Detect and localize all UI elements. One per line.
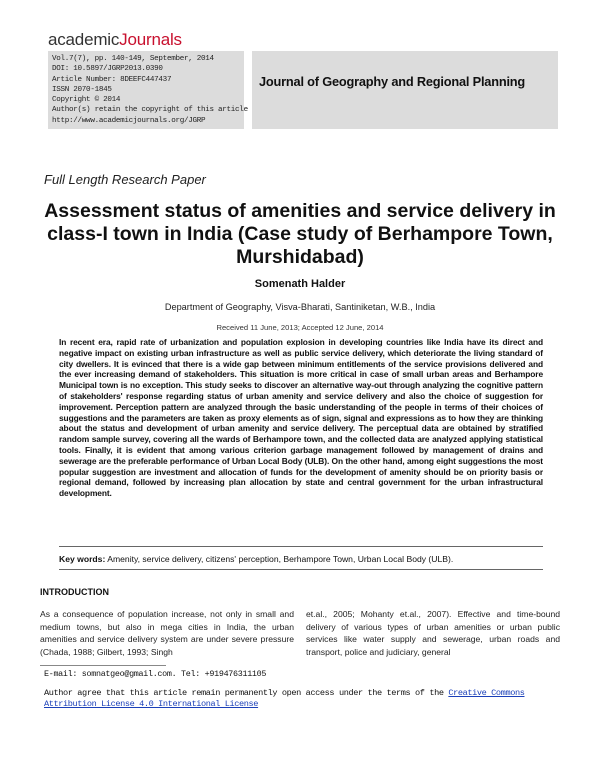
logo-part-journals: Journals [119, 30, 182, 49]
author-name: Somenath Halder [254, 278, 346, 290]
license-text: Author agree that this article remain permanently open access under the terms of the [44, 688, 449, 698]
keywords-label: Key words: [59, 554, 106, 564]
abstract: In recent era, rapid rate of urbanization and population explosion in developing countries like India have its direct and negative impact on existing urban infrastructure as well as public service delivery, which deteriorate the living standard of city dwellers. It is evinced that there is a wide gap between minimum entitlements of the service provisions delivered and the ever increasing demand of stakeholders. This situation is more critical in case of small urban areas and Berhampore Municipal town is no exception. This study seeks to discover an alternative way-out through analyzing the cognitive pattern of stakeholders' response regarding status of urban amenity and service delivery and also the choice of suggestion for improvement. Perception pattern are analyzed through the basic understanding of the people in terms of their choices of suggestions and the parameters are taken as proxy elements as of sign, signal and expressions as to how they are thinking about the status and development of urban amenity and service delivery. The perceptual data are obtained by stratified random sample survey, covering all the wards of Berhampore town, and the collected data are analyzed applying statistical tools. Finally, it is evident that among various criterion garbage management followed by management of drains and sewerage are the preferable performance of Urban Local Body (ULB). On the other hand, among eight suggestions the most popular suggestion are investment and allocation of funds for the development of amenity should be on priority basis or regional demand, followed by increasing plan allocation by state and central government for the urban infrastructural development. [59, 337, 543, 499]
license-notice [44, 688, 564, 710]
meta-doi: DOI: 10.5897/JGRP2013.0390 [52, 65, 163, 74]
introduction-heading: INTRODUCTION [40, 587, 109, 597]
paper-title: Assessment status of amenities and service delivery in class-I town in India (Case study of Berhampore Town, Murshidabad) [44, 200, 556, 268]
keywords [59, 554, 543, 564]
paper-type: Full Length Research Paper [44, 172, 206, 187]
introduction-left-column: As a consequence of population increase, not only in small and medium towns, but also in mega cities in India, the urban amenities and service delivery system are under severe pressure (Chada, 1988; Gilbert, 1993; Singh [40, 609, 294, 657]
received-accepted-dates: Received 11 June, 2013; Accepted 12 June, 2014 [216, 323, 384, 332]
meta-author-rights: Author(s) retain the copyright of this article [52, 106, 248, 115]
corresponding-email: E-mail: somnatgeo@gmail.com. Tel: +919476311105 [44, 669, 267, 679]
meta-url[interactable]: http://www.academicjournals.org/JGRP [52, 116, 206, 125]
author-affiliation: Department of Geography, Visva-Bharati, Santiniketan, W.B., India [164, 302, 436, 312]
meta-volume: Vol.7(7), pp. 140-149, September, 2014 [52, 55, 214, 63]
logo-part-academic: academic [48, 30, 120, 49]
introduction-right-column: et.al., 2005; Mohanty et.al., 2007). Effective and time-bound delivery of various types of urban amenities or urban public services like water supply and sewerage, urban roads and transport, police and judiciary, general [306, 609, 560, 657]
footnote-rule [40, 665, 166, 666]
journal-name-box [252, 51, 558, 129]
meta-copyright: Copyright © 2014 [52, 96, 121, 105]
keywords-bottom-rule [59, 569, 543, 570]
license-link[interactable]: Creative Commons Attribution License 4.0 International License [44, 688, 525, 709]
article-metadata-box [48, 51, 248, 129]
keywords-text: Amenity, service delivery, citizens' perception, Berhampore Town, Urban Local Body (ULB). [105, 554, 454, 564]
publisher-logo [48, 30, 182, 50]
journal-name: Journal of Geography and Regional Planning [259, 74, 526, 89]
meta-article-number: Article Number: 8DEEFC447437 [52, 75, 172, 84]
keywords-top-rule [59, 546, 543, 547]
meta-issn: ISSN 2070-1845 [52, 85, 112, 94]
